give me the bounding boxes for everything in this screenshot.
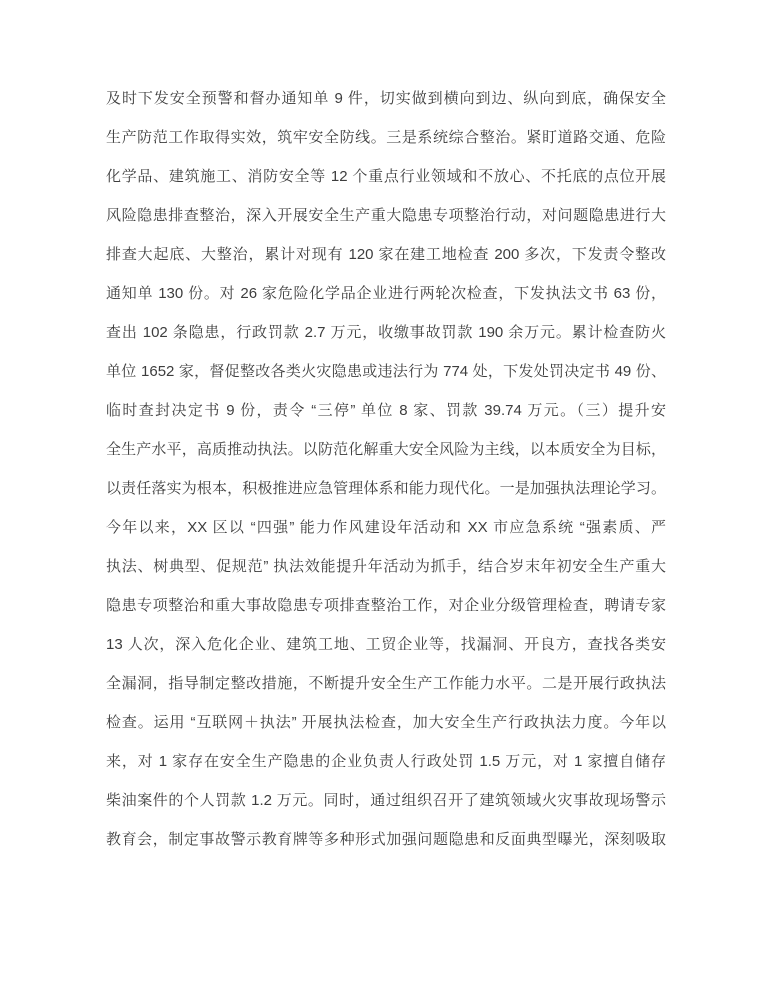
paragraph-line-2: 生产防范工作取得实效，筑牢安全防线。三是系统综合整治。紧盯道路交通、危险 [106,129,666,146]
paragraph-line-17: 检查。运用 “互联网＋执法” 开展执法检查，加大安全生产行政执法力度。今年以 [106,714,666,731]
paragraph-line-10: 全生产水平，高质推动执法。以防范化解重大安全风险为主线，以本质安全为目标， [106,441,666,458]
paragraph-line-9: 临时查封决定书 9 份，责令 “三停” 单位 8 家、罚款 39.74 万元。（三）提升安 [106,402,666,419]
paragraph-line-14: 隐患专项整治和重大事故隐患专项排查整治工作，对企业分级管理检查，聘请专家 [106,597,666,614]
paragraph-line-4: 风险隐患排查整治，深入开展安全生产重大隐患专项整治行动，对问题隐患进行大 [106,207,666,224]
paragraph-line-7: 查出 102 条隐患，行政罚款 2.7 万元，收缴事故罚款 190 余万元。累计检查防火 [106,324,666,341]
paragraph-line-8: 单位 1652 家，督促整改各类火灾隐患或违法行为 774 处，下发处罚决定书 49 份、 [106,363,666,380]
paragraph-line-19: 柴油案件的个人罚款 1.2 万元。同时，通过组织召开了建筑领域火灾事故现场警示 [106,792,666,809]
paragraph-line-18: 来，对 1 家存在安全生产隐患的企业负责人行政处罚 1.5 万元，对 1 家擅自储存 [106,753,666,770]
paragraph-line-20: 教育会，制定事故警示教育牌等多种形式加强问题隐患和反面典型曝光，深刻吸取 [106,831,666,848]
paragraph-line-11: 以责任落实为根本，积极推进应急管理体系和能力现代化。一是加强执法理论学习。 [106,480,666,497]
paragraph-line-6: 通知单 130 份。对 26 家危险化学品企业进行两轮次检查，下发执法文书 63 份， [106,285,666,302]
paragraph-line-5: 排查大起底、大整治，累计对现有 120 家在建工地检查 200 多次，下发责令整改 [106,246,666,263]
paragraph-line-12: 今年以来，XX 区以 “四强” 能力作风建设年活动和 XX 市应急系统 “强素质、严 [106,519,666,536]
paragraph-line-16: 全漏洞，指导制定整改措施，不断提升安全生产工作能力水平。二是开展行政执法 [106,675,666,692]
paragraph-line-15: 13 人次，深入危化企业、建筑工地、工贸企业等，找漏洞、开良方，查找各类安 [106,636,666,653]
paragraph-line-13: 执法、树典型、促规范” 执法效能提升年活动为抓手，结合岁末年初安全生产重大 [106,558,666,575]
paragraph-line-3: 化学品、建筑施工、消防安全等 12 个重点行业领域和不放心、不托底的点位开展 [106,168,666,185]
paragraph-line-1: 及时下发安全预警和督办通知单 9 件，切实做到横向到边、纵向到底，确保安全 [106,90,666,107]
